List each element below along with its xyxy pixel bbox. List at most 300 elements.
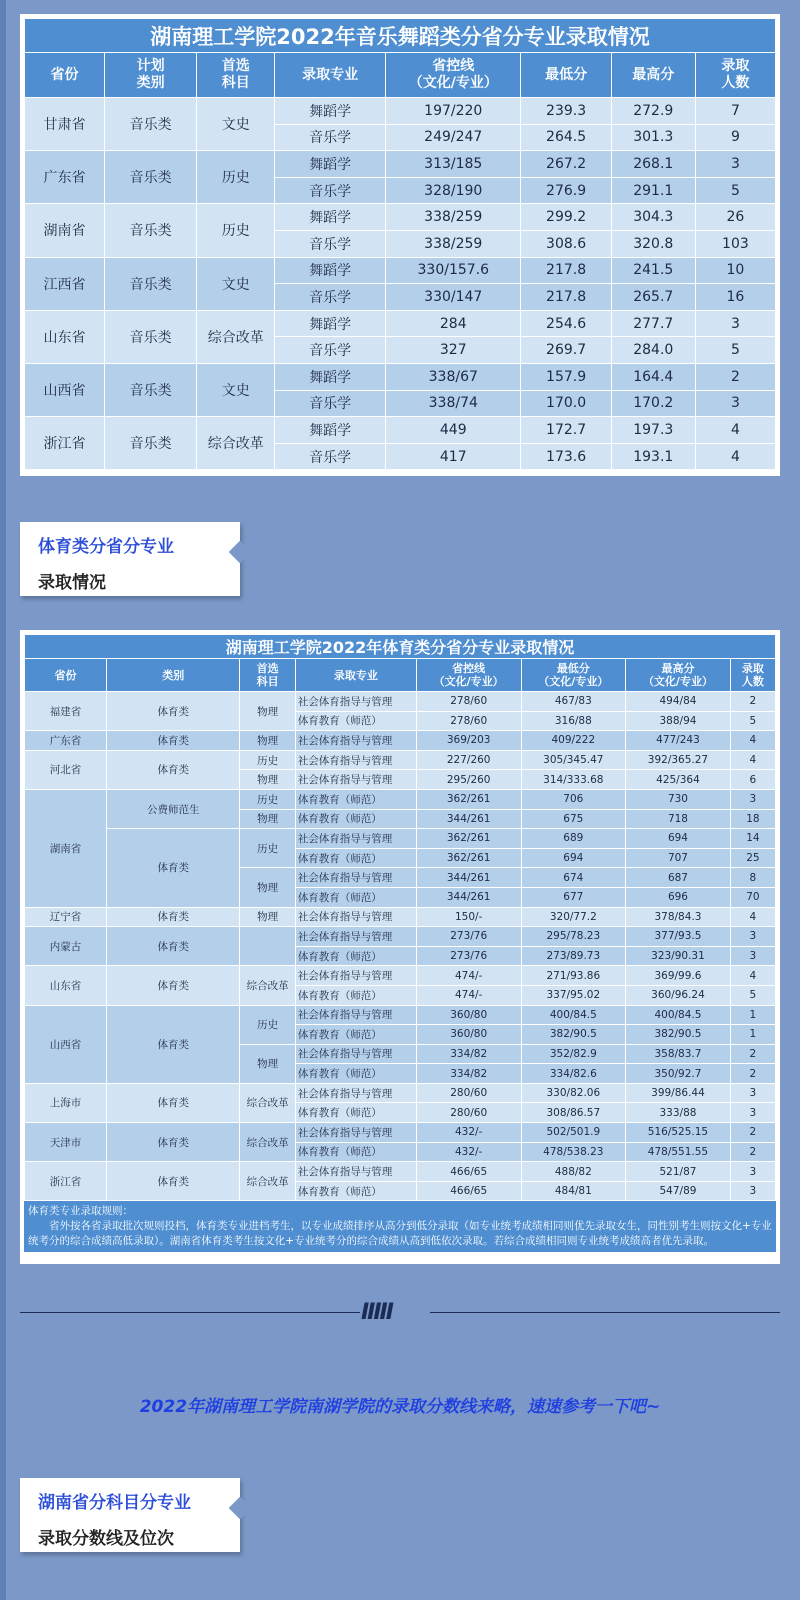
table-cell: 综合改革 <box>240 1162 295 1201</box>
table-cell: 内蒙古 <box>25 927 107 966</box>
table-cell: 254.6 <box>521 310 611 337</box>
hunan-section-label <box>20 1478 240 1552</box>
table-row <box>25 1005 776 1025</box>
table-cell: 378/84.3 <box>626 907 731 927</box>
table-cell: 体育类 <box>107 1005 240 1083</box>
column-header: 录取专业 <box>295 659 416 692</box>
table-cell: 4 <box>730 750 775 770</box>
table-cell: 音乐学 <box>275 177 386 204</box>
table-cell: 400/84.5 <box>626 1005 731 1025</box>
table-cell: 体育类 <box>107 907 240 927</box>
category-cell: 音乐类 <box>105 417 197 470</box>
table-cell: 体育教育（师范） <box>295 985 416 1005</box>
table-cell: 舞蹈学 <box>275 417 386 444</box>
table-cell: 334/82 <box>416 1044 521 1064</box>
table-row <box>25 363 776 390</box>
table-cell: 25 <box>730 848 775 868</box>
table-cell: 物理 <box>240 868 295 907</box>
table-cell: 344/261 <box>416 868 521 888</box>
table-cell: 718 <box>626 809 731 829</box>
table-cell: 山西省 <box>25 1005 107 1083</box>
table-cell: 344/261 <box>416 887 521 907</box>
province-cell: 浙江省 <box>25 417 105 470</box>
table-cell: 3 <box>695 310 775 337</box>
table-cell: 3 <box>730 1181 775 1201</box>
table-cell: 382/90.5 <box>521 1025 626 1045</box>
table-cell: 物理 <box>240 1044 295 1083</box>
table-cell: 舞蹈学 <box>275 310 386 337</box>
table-cell: 284 <box>386 310 521 337</box>
table-cell: 484/81 <box>521 1181 626 1201</box>
table-cell: 369/99.6 <box>626 966 731 986</box>
table-cell: 689 <box>521 829 626 849</box>
table-cell: 488/82 <box>521 1162 626 1182</box>
table-row <box>25 1162 776 1182</box>
table-cell: 358/83.7 <box>626 1044 731 1064</box>
table-cell: 14 <box>730 829 775 849</box>
sports-label-line2: 录取情况 <box>38 573 106 593</box>
table-cell: 304.3 <box>611 204 695 231</box>
column-header: 省份 <box>25 659 107 692</box>
table-cell: 音乐学 <box>275 284 386 311</box>
column-header: 省份 <box>25 53 105 98</box>
table-cell: 730 <box>626 789 731 809</box>
table-cell: 社会体育指导与管理 <box>295 731 416 751</box>
table-cell: 249/247 <box>386 124 521 151</box>
table-cell: 体育类 <box>107 927 240 966</box>
table-cell: 291.1 <box>611 177 695 204</box>
left-edge-strip <box>0 0 6 1600</box>
table-cell: 综合改革 <box>240 966 295 1005</box>
table-cell: 3 <box>730 927 775 947</box>
table-row <box>25 204 776 231</box>
table-row <box>25 907 776 927</box>
table-cell: 2 <box>695 363 775 390</box>
table-cell: 273/76 <box>416 927 521 947</box>
table-cell: 7 <box>695 98 775 125</box>
table-cell: 70 <box>730 887 775 907</box>
table-cell: 广东省 <box>25 731 107 751</box>
table-cell: 707 <box>626 848 731 868</box>
table-cell: 466/65 <box>416 1181 521 1201</box>
table-cell: 5 <box>730 985 775 1005</box>
table-cell: 314/333.68 <box>521 770 626 790</box>
table-cell: 677 <box>521 887 626 907</box>
table-cell: 316/88 <box>521 711 626 731</box>
table-cell: 3 <box>730 789 775 809</box>
table-cell: 197.3 <box>611 417 695 444</box>
table-cell: 295/260 <box>416 770 521 790</box>
table-cell: 体育教育（师范） <box>295 789 416 809</box>
table-cell: 382/90.5 <box>626 1025 731 1045</box>
label-notch <box>229 1497 252 1520</box>
table-cell: 330/157.6 <box>386 257 521 284</box>
table-cell: 2 <box>730 1142 775 1162</box>
table-cell: 浙江省 <box>25 1162 107 1201</box>
table-cell: 历史 <box>240 789 295 809</box>
table-row <box>25 829 776 849</box>
table-cell: 16 <box>695 284 775 311</box>
table-cell: 360/80 <box>416 1025 521 1045</box>
sports-admission-table <box>24 634 776 1201</box>
table-cell: 494/84 <box>626 692 731 712</box>
table-cell: 体育教育（师范） <box>295 1181 416 1201</box>
table-row <box>25 966 776 986</box>
table-cell: 2 <box>730 1064 775 1084</box>
table-cell: 体育类 <box>107 966 240 1005</box>
divider-line-right <box>430 1312 780 1313</box>
table-cell: 392/365.27 <box>626 750 731 770</box>
category-cell: 音乐类 <box>105 257 197 310</box>
table-cell: 社会体育指导与管理 <box>295 907 416 927</box>
table-cell: 278/60 <box>416 692 521 712</box>
table-cell: 5 <box>730 711 775 731</box>
table-cell: 舞蹈学 <box>275 257 386 284</box>
table-cell: 1 <box>730 1025 775 1045</box>
table-row <box>25 310 776 337</box>
table-cell: 305/345.47 <box>521 750 626 770</box>
table-cell: 体育教育（师范） <box>295 809 416 829</box>
table-cell: 社会体育指导与管理 <box>295 829 416 849</box>
table-cell: 687 <box>626 868 731 888</box>
table-cell: 694 <box>626 829 731 849</box>
table-cell: 综合改革 <box>240 1123 295 1162</box>
table-cell: 164.4 <box>611 363 695 390</box>
table-cell: 173.6 <box>521 443 611 470</box>
table-cell: 4 <box>695 417 775 444</box>
table-cell: 272.9 <box>611 98 695 125</box>
table-cell: 308/86.57 <box>521 1103 626 1123</box>
table-cell: 425/364 <box>626 770 731 790</box>
table-cell: 301.3 <box>611 124 695 151</box>
table-cell: 体育类 <box>107 1123 240 1162</box>
column-header: 最高分 <box>611 53 695 98</box>
table-cell: 516/525.15 <box>626 1123 731 1143</box>
column-header: 录取专业 <box>275 53 386 98</box>
table-cell: 280/60 <box>416 1103 521 1123</box>
category-cell: 音乐类 <box>105 151 197 204</box>
table-cell: 1 <box>730 1005 775 1025</box>
table-cell: 360/96.24 <box>626 985 731 1005</box>
table-cell: 体育教育（师范） <box>295 711 416 731</box>
sports-table-title: 湖南理工学院2022年体育类分省分专业录取情况 <box>25 635 776 659</box>
table-cell: 197/220 <box>386 98 521 125</box>
table-cell: 217.8 <box>521 257 611 284</box>
table-cell: 399/86.44 <box>626 1083 731 1103</box>
table-cell: 社会体育指导与管理 <box>295 770 416 790</box>
table-cell: 172.7 <box>521 417 611 444</box>
table-cell: 277.7 <box>611 310 695 337</box>
table-cell: 体育教育（师范） <box>295 1103 416 1123</box>
table-cell: 338/74 <box>386 390 521 417</box>
subject-cell: 历史 <box>197 204 275 257</box>
table-cell: 706 <box>521 789 626 809</box>
table-cell: 502/501.9 <box>521 1123 626 1143</box>
table-cell: 天津市 <box>25 1123 107 1162</box>
table-cell: 体育类 <box>107 1083 240 1122</box>
table-cell: 334/82 <box>416 1064 521 1084</box>
table-cell <box>240 927 295 966</box>
table-cell: 284.0 <box>611 337 695 364</box>
table-cell: 8 <box>730 868 775 888</box>
table-cell: 湖南省 <box>25 789 107 907</box>
table-cell: 2 <box>730 1123 775 1143</box>
table-cell: 3 <box>695 151 775 178</box>
table-cell: 157.9 <box>521 363 611 390</box>
table-cell: 社会体育指导与管理 <box>295 966 416 986</box>
table-cell: 音乐学 <box>275 443 386 470</box>
table-cell: 体育教育（师范） <box>295 1025 416 1045</box>
province-cell: 广东省 <box>25 151 105 204</box>
column-header: 计划 类别 <box>105 53 197 98</box>
province-cell: 江西省 <box>25 257 105 310</box>
sports-label-line1: 体育类分省分专业 <box>38 537 174 557</box>
table-row <box>25 692 776 712</box>
table-cell: 467/83 <box>521 692 626 712</box>
table-cell: 4 <box>730 731 775 751</box>
table-cell: 5 <box>695 177 775 204</box>
table-cell: 舞蹈学 <box>275 204 386 231</box>
table-cell: 327 <box>386 337 521 364</box>
table-cell: 409/222 <box>521 731 626 751</box>
table-cell: 328/190 <box>386 177 521 204</box>
table-row <box>25 257 776 284</box>
table-cell: 432/- <box>416 1123 521 1143</box>
table-cell: 上海市 <box>25 1083 107 1122</box>
province-cell: 甘肃省 <box>25 98 105 151</box>
table-cell: 521/87 <box>626 1162 731 1182</box>
table-cell: 历史 <box>240 829 295 868</box>
table-cell: 4 <box>730 966 775 986</box>
table-row <box>25 1083 776 1103</box>
table-cell: 295/78.23 <box>521 927 626 947</box>
table-cell: 273/76 <box>416 946 521 966</box>
table-cell: 674 <box>521 868 626 888</box>
table-cell: 478/538.23 <box>521 1142 626 1162</box>
table-cell: 264.5 <box>521 124 611 151</box>
table-cell: 299.2 <box>521 204 611 231</box>
table-cell: 675 <box>521 809 626 829</box>
table-row <box>25 789 776 809</box>
table-cell: 3 <box>730 1083 775 1103</box>
table-cell: 269.7 <box>521 337 611 364</box>
column-header: 最高分 （文化/专业） <box>626 659 731 692</box>
table-row <box>25 417 776 444</box>
table-cell: 334/82.6 <box>521 1064 626 1084</box>
table-cell: 物理 <box>240 770 295 790</box>
table-cell: 26 <box>695 204 775 231</box>
table-cell: 273/89.73 <box>521 946 626 966</box>
column-header: 最低分 （文化/专业） <box>521 659 626 692</box>
table-cell: 362/261 <box>416 789 521 809</box>
table-cell: 3 <box>730 1103 775 1123</box>
table-cell: 193.1 <box>611 443 695 470</box>
table-cell: 330/82.06 <box>521 1083 626 1103</box>
table-cell: 体育类 <box>107 750 240 789</box>
table-cell: 物理 <box>240 907 295 927</box>
table-cell: 239.3 <box>521 98 611 125</box>
table-cell: 社会体育指导与管理 <box>295 1044 416 1064</box>
column-header: 首选 科目 <box>240 659 295 692</box>
table-cell: 330/147 <box>386 284 521 311</box>
table-cell: 474/- <box>416 985 521 1005</box>
table-cell: 体育类 <box>107 1162 240 1201</box>
table-cell: 696 <box>626 887 731 907</box>
table-cell: 360/80 <box>416 1005 521 1025</box>
column-header: 录取 人数 <box>730 659 775 692</box>
table-cell: 547/89 <box>626 1181 731 1201</box>
sports-admission-rules <box>24 1201 776 1252</box>
table-cell: 103 <box>695 230 775 257</box>
subject-cell: 综合改革 <box>197 417 275 470</box>
table-cell: 3 <box>695 390 775 417</box>
province-cell: 山西省 <box>25 363 105 416</box>
table-cell: 体育类 <box>107 692 240 731</box>
hunan-label-line1: 湖南省分科目分专业 <box>38 1493 191 1513</box>
table-cell: 337/95.02 <box>521 985 626 1005</box>
table-cell: 362/261 <box>416 848 521 868</box>
table-cell: 400/84.5 <box>521 1005 626 1025</box>
table-cell: 3 <box>730 946 775 966</box>
table-cell: 公费师范生 <box>107 789 240 828</box>
table-cell: 170.2 <box>611 390 695 417</box>
column-header: 省控线 （文化/专业） <box>386 53 521 98</box>
table-cell: 217.8 <box>521 284 611 311</box>
table-cell: 社会体育指导与管理 <box>295 750 416 770</box>
table-cell: 舞蹈学 <box>275 363 386 390</box>
table-cell: 体育教育（师范） <box>295 887 416 907</box>
table-cell: 333/88 <box>626 1103 731 1123</box>
table-cell: 308.6 <box>521 230 611 257</box>
table-cell: 福建省 <box>25 692 107 731</box>
sports-section-label <box>20 522 240 596</box>
subject-cell: 文史 <box>197 363 275 416</box>
category-cell: 音乐类 <box>105 363 197 416</box>
table-cell: 社会体育指导与管理 <box>295 1162 416 1182</box>
table-row <box>25 1123 776 1143</box>
tagline-text: 2022年湖南理工学院南湖学院的录取分数线来略，速速参考一下吧~ <box>139 1397 661 1417</box>
subject-cell: 综合改革 <box>197 310 275 363</box>
table-cell: 344/261 <box>416 809 521 829</box>
table-cell: 社会体育指导与管理 <box>295 1005 416 1025</box>
table-cell: 辽宁省 <box>25 907 107 927</box>
table-cell: 362/261 <box>416 829 521 849</box>
music-admission-card <box>20 14 780 476</box>
province-cell: 湖南省 <box>25 204 105 257</box>
table-cell: 241.5 <box>611 257 695 284</box>
table-cell: 417 <box>386 443 521 470</box>
table-cell: 278/60 <box>416 711 521 731</box>
table-cell: 338/259 <box>386 204 521 231</box>
table-cell: 社会体育指导与管理 <box>295 692 416 712</box>
table-cell: 体育教育（师范） <box>295 1064 416 1084</box>
table-cell: 舞蹈学 <box>275 98 386 125</box>
column-header: 最低分 <box>521 53 611 98</box>
table-cell: 227/260 <box>416 750 521 770</box>
table-cell: 3 <box>730 1162 775 1182</box>
table-cell: 280/60 <box>416 1083 521 1103</box>
divider-mark: IIIII <box>361 1300 392 1325</box>
table-cell: 2 <box>730 692 775 712</box>
table-cell: 社会体育指导与管理 <box>295 927 416 947</box>
table-cell: 388/94 <box>626 711 731 731</box>
music-admission-table <box>24 18 776 470</box>
table-cell: 267.2 <box>521 151 611 178</box>
table-cell: 268.1 <box>611 151 695 178</box>
table-cell: 338/67 <box>386 363 521 390</box>
table-cell: 474/- <box>416 966 521 986</box>
table-cell: 2 <box>730 1044 775 1064</box>
music-table-title: 湖南理工学院2022年音乐舞蹈类分省分专业录取情况 <box>25 19 776 53</box>
table-cell: 社会体育指导与管理 <box>295 1083 416 1103</box>
table-cell: 舞蹈学 <box>275 151 386 178</box>
table-cell: 276.9 <box>521 177 611 204</box>
table-cell: 社会体育指导与管理 <box>295 868 416 888</box>
table-cell: 音乐学 <box>275 230 386 257</box>
table-cell: 物理 <box>240 731 295 751</box>
table-cell: 320.8 <box>611 230 695 257</box>
table-cell: 432/- <box>416 1142 521 1162</box>
table-cell: 体育教育（师范） <box>295 848 416 868</box>
table-cell: 体育类 <box>107 731 240 751</box>
table-cell: 265.7 <box>611 284 695 311</box>
table-cell: 历史 <box>240 1005 295 1044</box>
table-cell: 449 <box>386 417 521 444</box>
subject-cell: 文史 <box>197 98 275 151</box>
table-cell: 350/92.7 <box>626 1064 731 1084</box>
label-notch <box>229 541 252 564</box>
sports-admission-card <box>20 630 780 1264</box>
column-header: 录取 人数 <box>695 53 775 98</box>
subject-cell: 历史 <box>197 151 275 204</box>
table-cell: 170.0 <box>521 390 611 417</box>
category-cell: 音乐类 <box>105 204 197 257</box>
table-cell: 体育教育（师范） <box>295 946 416 966</box>
rules-title: 体育类专业录取规则： <box>28 1205 133 1218</box>
table-cell: 体育教育（师范） <box>295 1142 416 1162</box>
table-cell: 477/243 <box>626 731 731 751</box>
table-cell: 478/551.55 <box>626 1142 731 1162</box>
table-cell: 历史 <box>240 750 295 770</box>
table-cell: 9 <box>695 124 775 151</box>
province-cell: 山东省 <box>25 310 105 363</box>
table-cell: 466/65 <box>416 1162 521 1182</box>
divider-line-left <box>20 1312 360 1313</box>
rules-text: 省外按各省录取批次规则投档，体育类专业进档考生，以专业成绩排序从高分到低分录取（如专业统考成绩相同则优先录取女生，同性别考生则按文化+专业统考分的综合成绩高低录取）。湖南省体育类考生按文化+专业统考分的综合成绩从高到低依次录取。若综合成绩相同则专业统考成绩高者优先录取。 <box>28 1220 772 1248</box>
table-cell: 4 <box>695 443 775 470</box>
table-cell: 6 <box>730 770 775 790</box>
hunan-label-line2: 录取分数线及位次 <box>38 1529 174 1549</box>
category-cell: 音乐类 <box>105 310 197 363</box>
category-cell: 音乐类 <box>105 98 197 151</box>
table-row <box>25 151 776 178</box>
table-cell: 河北省 <box>25 750 107 789</box>
column-header: 类别 <box>107 659 240 692</box>
table-cell: 5 <box>695 337 775 364</box>
table-cell: 物理 <box>240 809 295 829</box>
table-row <box>25 750 776 770</box>
table-cell: 377/93.5 <box>626 927 731 947</box>
table-cell: 体育类 <box>107 829 240 907</box>
table-row <box>25 731 776 751</box>
table-cell: 694 <box>521 848 626 868</box>
table-cell: 音乐学 <box>275 390 386 417</box>
table-cell: 313/185 <box>386 151 521 178</box>
table-cell: 352/82.9 <box>521 1044 626 1064</box>
table-cell: 338/259 <box>386 230 521 257</box>
table-cell: 369/203 <box>416 731 521 751</box>
table-cell: 271/93.86 <box>521 966 626 986</box>
